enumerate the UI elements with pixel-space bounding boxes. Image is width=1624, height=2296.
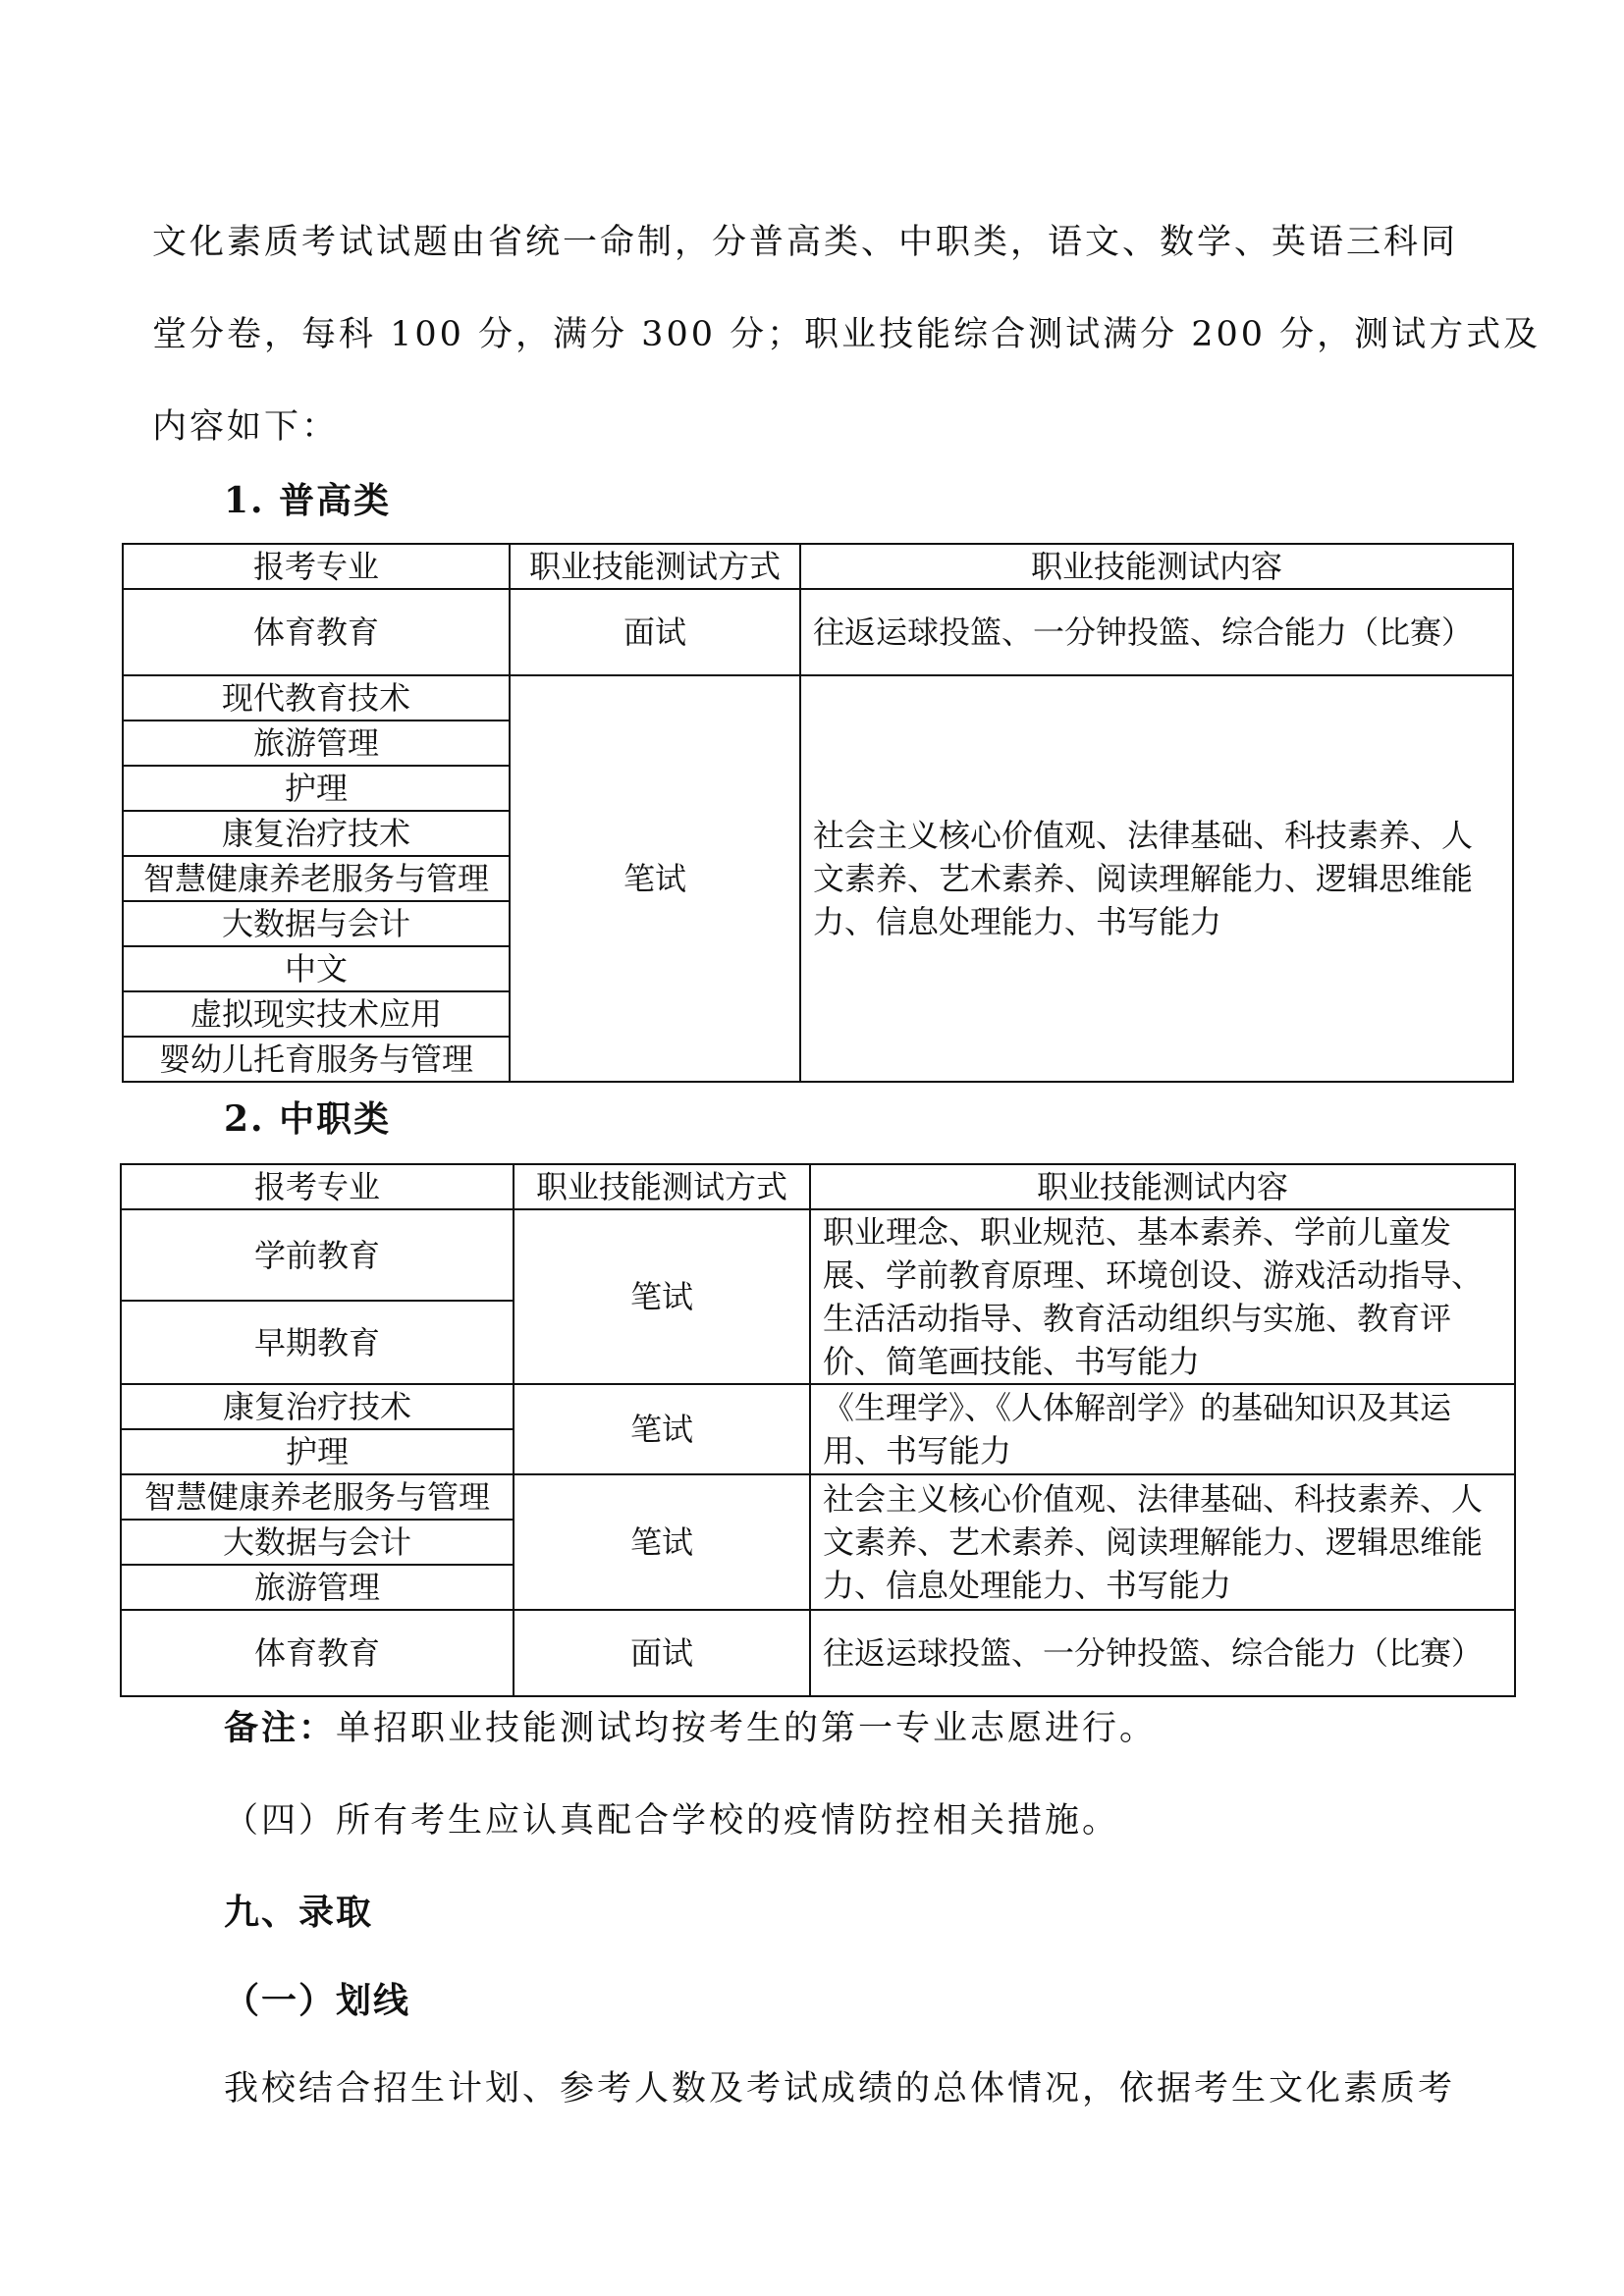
method-cell: 笔试 [514,1209,810,1384]
method-cell: 笔试 [510,675,800,1082]
table-row [121,1384,1515,1429]
major-cell: 旅游管理 [121,1565,514,1610]
content-cell: 社会主义核心价值观、法律基础、科技素养、人文素养、艺术素养、阅读理解能力、逻辑思维能力、信息处理能力、书写能力 [800,675,1513,1082]
table-row [123,589,1513,675]
major-cell: 旅游管理 [123,721,510,766]
method-cell: 笔试 [514,1474,810,1610]
major-cell: 智慧健康养老服务与管理 [121,1474,514,1520]
content-cell: 社会主义核心价值观、法律基础、科技素养、人文素养、艺术素养、阅读理解能力、逻辑思维能力、信息处理能力、书写能力 [810,1474,1515,1610]
intro-line-2: 堂分卷，每科 100 分，满分 300 分；职业技能综合测试满分 200 分，测试方式及 [152,315,1542,354]
table-row [123,675,1513,721]
header-method: 职业技能测试方式 [510,544,800,589]
section-1-heading: 1. 普高类 [224,480,392,521]
table-row [121,1610,1515,1696]
intro-line-3: 内容如下： [152,407,340,447]
method-cell: 面试 [510,589,800,675]
method-cell: 笔试 [514,1384,810,1474]
major-cell: 康复治疗技术 [121,1384,514,1429]
content-cell: 《生理学》、《人体解剖学》的基础知识及其运用、书写能力 [810,1384,1515,1474]
major-cell: 学前教育 [121,1209,514,1301]
table-header-row [121,1164,1515,1209]
section-1-table [122,543,1514,1083]
table-row [121,1209,1515,1301]
note-label: 备注： [224,1708,337,1748]
major-cell: 智慧健康养老服务与管理 [123,856,510,901]
major-cell: 虚拟现实技术应用 [123,991,510,1037]
major-cell: 大数据与会计 [123,901,510,946]
section-2-heading: 2. 中职类 [224,1098,392,1140]
content-cell: 往返运球投篮、一分钟投篮、综合能力（比赛） [800,589,1513,675]
major-cell: 体育教育 [123,589,510,675]
major-cell: 早期教育 [121,1301,514,1384]
header-major: 报考专业 [123,544,510,589]
major-cell: 中文 [123,946,510,991]
subsection-1-heading: （一）划线 [224,1980,411,2021]
major-cell: 婴幼儿托育服务与管理 [123,1037,510,1082]
header-content: 职业技能测试内容 [800,544,1513,589]
major-cell: 体育教育 [121,1610,514,1696]
note-line [224,1701,1157,1750]
content-cell: 职业理念、职业规范、基本素养、学前儿童发展、学前教育原理、环境创设、游戏活动指导、生活活动指导、教育活动组织与实施、教育评价、简笔画技能、书写能力 [810,1209,1515,1384]
last-paragraph-line: 我校结合招生计划、参考人数及考试成绩的总体情况，依据考生文化素质考 [224,2069,1456,2109]
major-cell: 护理 [123,766,510,811]
section-9-heading: 九、录取 [224,1892,374,1933]
major-cell: 护理 [121,1429,514,1474]
header-content: 职业技能测试内容 [810,1164,1515,1209]
note-text: 单招职业技能测试均按考生的第一专业志愿进行。 [336,1709,1158,1748]
intro-paragraph [152,196,1542,473]
major-cell: 康复治疗技术 [123,811,510,856]
table-row [121,1474,1515,1520]
header-method: 职业技能测试方式 [514,1164,810,1209]
table-header-row [123,544,1513,589]
major-cell: 大数据与会计 [121,1520,514,1565]
header-major: 报考专业 [121,1164,514,1209]
content-cell: 往返运球投篮、一分钟投篮、综合能力（比赛） [810,1610,1515,1696]
section-2-table [120,1163,1516,1697]
intro-line-1: 文化素质考试试题由省统一命制，分普高类、中职类，语文、数学、英语三科同 [152,223,1459,262]
item-4-line: （四）所有考生应认真配合学校的疫情防控相关措施。 [224,1801,1120,1841]
method-cell: 面试 [514,1610,810,1696]
major-cell: 现代教育技术 [123,675,510,721]
